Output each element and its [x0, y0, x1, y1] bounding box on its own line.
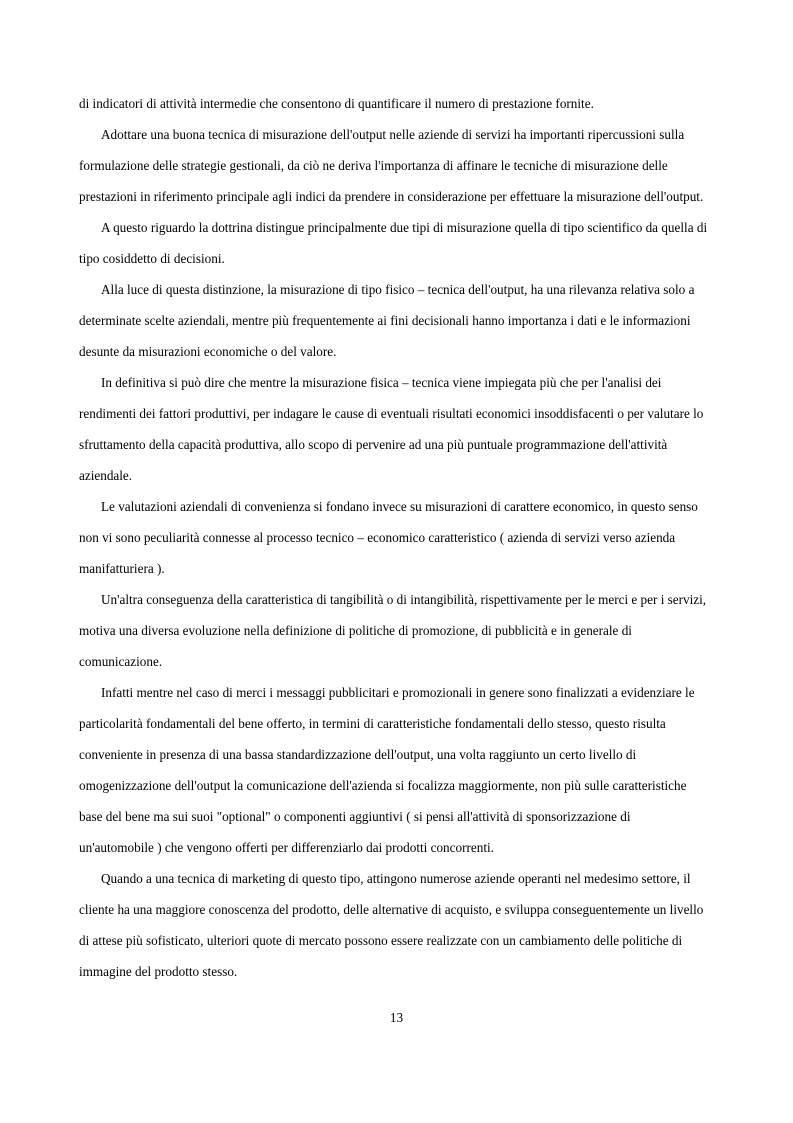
text-line: Un'altra conseguenza della caratteristica di tangibilità o di intangibilità, rispettivamente per le merci e per i servizi, [101, 592, 707, 607]
text-line: Quando a una tecnica di marketing di questo tipo, attingono numerose aziende operanti nel medesimo settore, il [101, 871, 691, 886]
text-line: A questo riguardo la dottrina distingue principalmente due tipi di misurazione quella di tipo scientifico da quella di [101, 220, 708, 235]
text-line: comunicazione. [79, 654, 163, 669]
text-line: Le valutazioni aziendali di convenienza si fondano invece su misurazioni di carattere economico, in questo senso [101, 499, 698, 514]
text-line: sfruttamento della capacità produttiva, allo scopo di pervenire ad una più puntuale programmazione dell'attività [79, 437, 668, 452]
text-line: formulazione delle strategie gestionali, da ciò ne deriva l'importanza di affinare le tecniche di misurazione delle [79, 158, 668, 173]
text-line: Infatti mentre nel caso di merci i messaggi pubblicitari e promozionali in genere sono finalizzati a evidenziare le [101, 685, 695, 700]
text-line: immagine del prodotto stesso. [79, 964, 238, 979]
text-line: non vi sono peculiarità connesse al processo tecnico – economico caratteristico ( azienda di servizi verso azienda [79, 530, 676, 545]
text-line: particolarità fondamentali del bene offerto, in termini di caratteristiche fondamentali dello stesso, questo risulta [79, 716, 666, 731]
text-line: prestazioni in riferimento principale agli indici da prendere in considerazione per effettuare la misurazione dell'output. [79, 189, 704, 204]
text-line: di indicatori di attività intermedie che consentono di quantificare il numero di prestazione fornite. [79, 96, 594, 111]
text-line: Alla luce di questa distinzione, la misurazione di tipo fisico – tecnica dell'output, ha una rilevanza relativa solo a [101, 282, 695, 297]
text-line: manifatturiera ). [79, 561, 165, 576]
text-line: In definitiva si può dire che mentre la misurazione fisica – tecnica viene impiegata più che per l'analisi dei [101, 375, 662, 390]
text-line: determinate scelte aziendali, mentre più frequentemente ai fini decisionali hanno importanza i dati e le informazioni [79, 313, 691, 328]
text-line: base del bene ma sui suoi "optional" o componenti aggiuntivi ( si pensi all'attività di sponsorizzazione di [79, 809, 631, 824]
text-line: di attese più sofisticato, ulteriori quote di mercato possono essere realizzate con un cambiamento delle politiche di [79, 933, 683, 948]
text-line: conveniente in presenza di una bassa standardizzazione dell'output, una volta raggiunto un certo livello di [79, 747, 637, 762]
text-line: aziendale. [79, 468, 133, 483]
text-line: tipo cosiddetto di decisioni. [79, 251, 225, 266]
text-line: un'automobile ) che vengono offerti per differenziarlo dai prodotti concorrenti. [79, 840, 494, 855]
text-line: motiva una diversa evoluzione nella definizione di politiche di promozione, di pubblicità e in generale di [79, 623, 632, 638]
text-line: Adottare una buona tecnica di misurazione dell'output nelle aziende di servizi ha importanti ripercussioni sulla [101, 127, 685, 142]
text-line: omogenizzazione dell'output la comunicazione dell'azienda si focalizza maggiormente, non più sulle caratteristiche [79, 778, 687, 793]
text-line: cliente ha una maggiore conoscenza del prodotto, delle alternative di acquisto, e sviluppa conseguentemente un livello [79, 902, 704, 917]
text-line: rendimenti dei fattori produttivi, per indagare le cause di eventuali risultati economici insoddisfacenti o per valutare lo [79, 406, 704, 421]
text-line: desunte da misurazioni economiche o del valore. [79, 344, 337, 359]
page-number: 13 [389, 1010, 404, 1025]
document-body [79, 88, 711, 987]
